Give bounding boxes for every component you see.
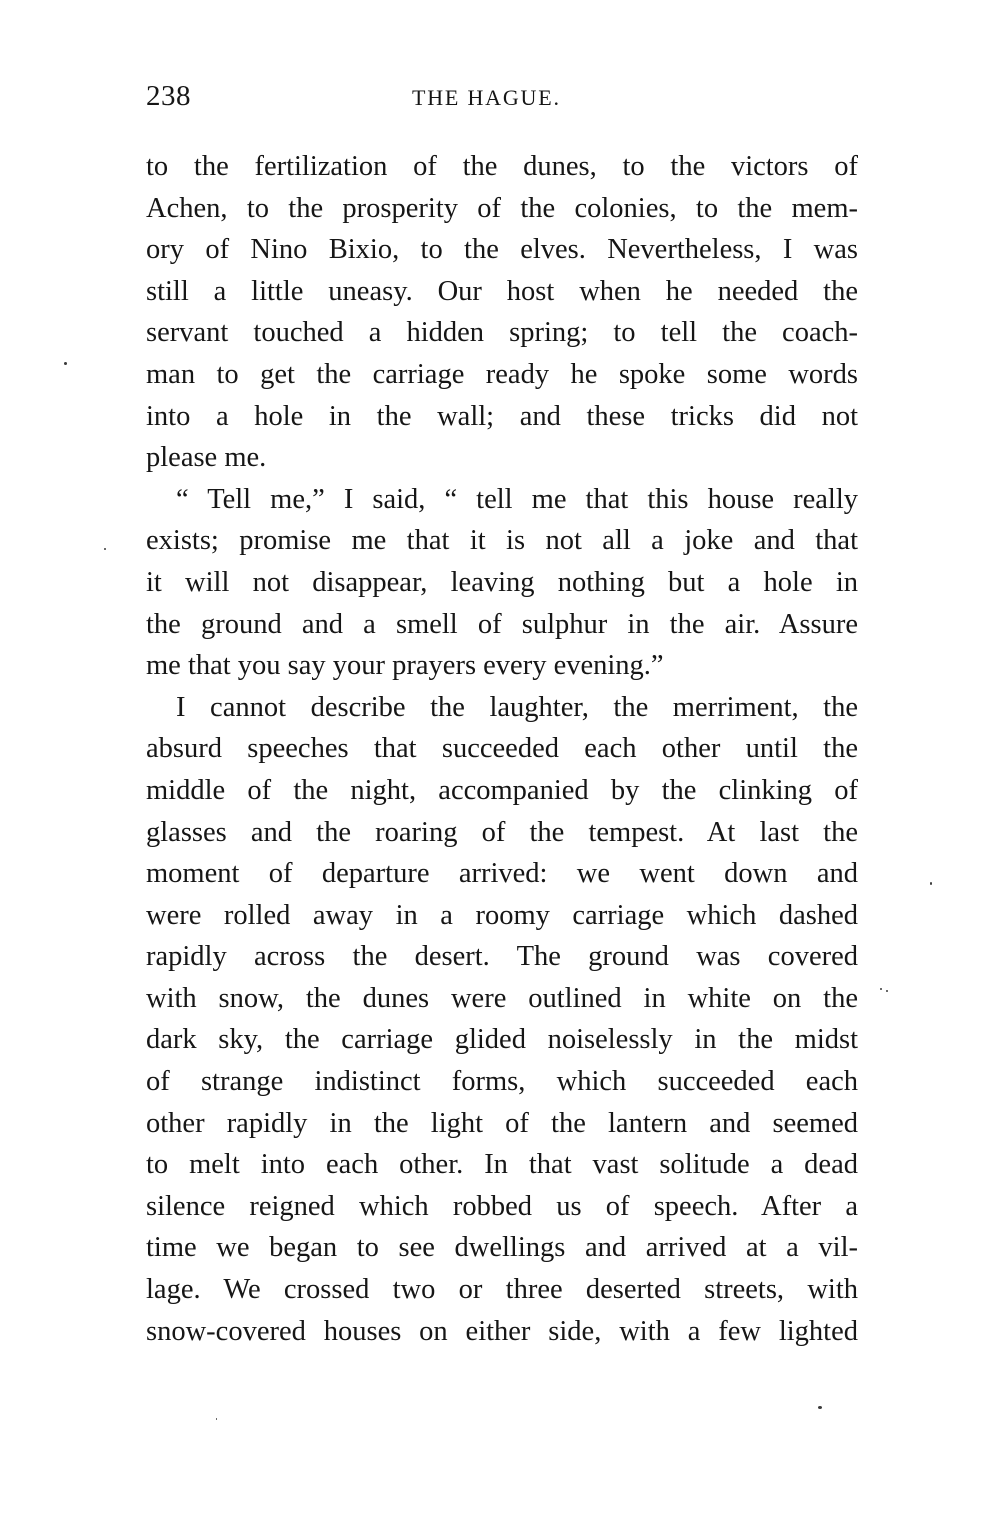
text-line: dark sky, the carriage glided noiselessly in the midst xyxy=(146,1024,858,1056)
text-line: silence reigned which robbed us of speech. After a xyxy=(146,1190,858,1222)
text-line: to the fertilization of the dunes, to the victors of xyxy=(146,151,858,182)
text-line: snow-covered houses on either side, with a few lighted xyxy=(146,1315,858,1347)
text-line: into a hole in the wall; and these tricks did not xyxy=(146,400,858,432)
body-text xyxy=(146,146,858,1352)
paragraph-1 xyxy=(146,146,858,479)
text-line: it will not disappear, leaving nothing but a hole in xyxy=(146,566,858,598)
text-line: moment of departure arrived: we went down and xyxy=(146,858,858,890)
paragraph-2 xyxy=(146,479,858,687)
speck xyxy=(64,362,67,365)
text-line: please me. xyxy=(146,442,267,474)
running-title: THE HAGUE. xyxy=(412,85,561,110)
text-line: Achen, to the prosperity of the colonies, to the mem- xyxy=(146,192,858,224)
speck xyxy=(216,1418,217,1420)
text-line: middle of the night, accompanied by the clinking of xyxy=(146,774,858,806)
text-line: the ground and a smell of sulphur in the air. Assure xyxy=(146,608,858,640)
speck xyxy=(880,988,882,990)
speck xyxy=(818,1406,822,1409)
page-number: 238 xyxy=(146,80,191,112)
text-line: absurd speeches that succeeded each other until the xyxy=(146,733,858,765)
text-line: rapidly across the desert. The ground was covered xyxy=(146,941,858,973)
text-line: I cannot describe the laughter, the merriment, the xyxy=(176,691,858,723)
speck xyxy=(104,548,106,550)
text-line: still a little uneasy. Our host when he needed the xyxy=(146,275,858,307)
text-line: with snow, the dunes were outlined in white on the xyxy=(146,982,858,1014)
speck xyxy=(886,990,888,992)
text-line: exists; promise me that it is not all a joke and that xyxy=(146,525,858,557)
text-line: time we began to see dwellings and arrived at a vil- xyxy=(146,1232,858,1264)
text-line: “ Tell me,” I said, “ tell me that this house really xyxy=(176,483,858,515)
text-line: of strange indistinct forms, which succeeded each xyxy=(146,1066,858,1098)
text-line: were rolled away in a roomy carriage which dashed xyxy=(146,899,858,931)
text-line: other rapidly in the light of the lantern and seemed xyxy=(146,1107,858,1139)
text-line: me that you say your prayers every evening.” xyxy=(146,650,664,682)
text-line: ory of Nino Bixio, to the elves. Nevertheless, I was xyxy=(146,234,858,266)
text-line: to melt into each other. In that vast solitude a dead xyxy=(146,1149,858,1181)
text-line: glasses and the roaring of the tempest. At last the xyxy=(146,816,858,848)
speck xyxy=(930,882,932,885)
page-header xyxy=(146,76,858,116)
text-line: man to get the carriage ready he spoke some words xyxy=(146,358,858,390)
text-line: servant touched a hidden spring; to tell the coach- xyxy=(146,317,858,349)
paragraph-3 xyxy=(146,687,858,1353)
text-line: lage. We crossed two or three deserted streets, with xyxy=(146,1274,858,1306)
